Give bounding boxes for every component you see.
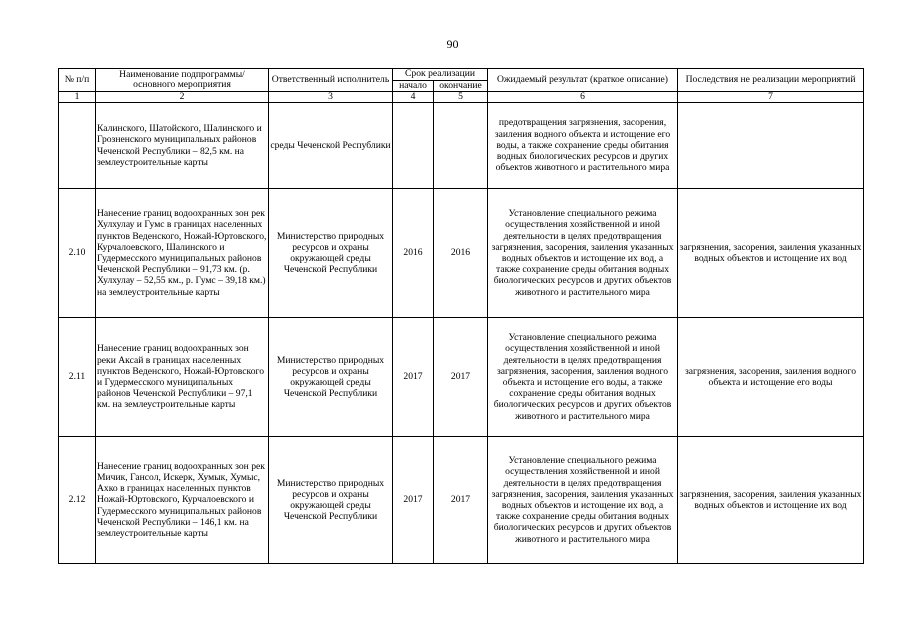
table-row [59,437,864,564]
row-result: Установление специального режима осуществления хозяйственной и иной деятельности в целях предотвращения загрязнения, засорения, заиления указанных водных объектов и истощение их вод, а также сохранение среды обитания водных биологических ресурсов и других объектов животного и растительного мира [488,189,678,318]
row-num: 2.12 [59,437,96,564]
table-header [59,69,864,92]
column-number: 5 [434,92,488,103]
row-end: 2017 [434,437,488,564]
row-consequences: загрязнения, засорения, заиления указанных водных объектов и истощение их вод [678,189,864,318]
row-end: 2016 [434,189,488,318]
row-start: 2017 [393,437,434,564]
table-row [59,103,864,189]
row-consequences: загрязнения, засорения, заиления водного объекта и истощение его воды [678,318,864,437]
row-start [393,103,434,189]
row-responsible: Министерство природных ресурсов и охраны окружающей среды Чеченской Республики [269,318,393,437]
header-responsible: Ответственный исполнитель [269,69,393,92]
row-start: 2016 [393,189,434,318]
header-name: Наименование подпрограммы/ основного мероприятия [96,69,269,92]
row-consequences: загрязнения, засорения, заиления указанных водных объектов и истощение их вод [678,437,864,564]
column-number: 3 [269,92,393,103]
column-number: 1 [59,92,96,103]
table-row [59,318,864,437]
row-result: предотвращения загрязнения, засорения, заиления водного объекта и истощение его воды, а также сохранение среды обитания водных биологических ресурсов и других объектов животного и растительного мира [488,103,678,189]
header-end: окончание [434,80,488,92]
row-name: Калинского, Шатойского, Шалинского и Грозненского муниципальных районов Чеченской Республики – 82,5 км. на землеустроительные карты [96,103,269,189]
header-period: Срок реализации [393,69,488,81]
row-consequences [678,103,864,189]
row-result: Установление специального режима осуществления хозяйственной и иной деятельности в целях предотвращения загрязнения, засорения, заиления водного объекта и истощение его воды, а также сохранение среды обитания водных биологических ресурсов и других объектов животного и растительного мира [488,318,678,437]
row-responsible: среды Чеченской Республики [269,103,393,189]
header-consequences: Последствия не реализации мероприятий [678,69,864,92]
row-num: 2.11 [59,318,96,437]
page-number: 90 [446,37,459,51]
column-number: 6 [488,92,678,103]
row-responsible: Министерство природных ресурсов и охраны окружающей среды Чеченской Республики [269,437,393,564]
column-number: 7 [678,92,864,103]
row-responsible: Министерство природных ресурсов и охраны окружающей среды Чеченской Республики [269,189,393,318]
row-end: 2017 [434,318,488,437]
table-row [59,189,864,318]
row-start: 2017 [393,318,434,437]
row-name: Нанесение границ водоохранных зон рек Хулхулау и Гумс в границах населенных пунктов Веденского, Ножай-Юртовского, Курчалоевского, Шалинского и Гудермесского муниципальных районов Чеченской Республики – 91,73 км. (р. Хулхулау – 52,55 км., р. Гумс – 39,18 км.) на землеустроительные карты [96,189,269,318]
column-number: 4 [393,92,434,103]
program-table [58,68,864,564]
row-end [434,103,488,189]
header-result: Ожидаемый результат (краткое описание) [488,69,678,92]
column-number-row [59,92,864,103]
row-num: 2.10 [59,189,96,318]
column-number: 2 [96,92,269,103]
row-num [59,103,96,189]
header-start: начало [393,80,434,92]
header-num: № п/п [59,69,96,92]
row-name: Нанесение границ водоохранных зон реки Аксай в границах населенных пунктов Веденского, Ножай-Юртовского и Гудермесского муниципальных районов Чеченской Республики – 97,1 км. на землеустроительные карты [96,318,269,437]
row-name: Нанесение границ водоохранных зон рек Мичик, Гансол, Искерк, Хумык, Хумыс, Ахко в границах населенных пунктов Ножай-Юртовского, Курчалоевского и Гудермесского муниципальных районов Чеченской Республики – 146,1 км. на землеустроительные карты [96,437,269,564]
row-result: Установление специального режима осуществления хозяйственной и иной деятельности в целях предотвращения загрязнения, засорения, заиления указанных водных объектов и истощение их вод, а также сохранение среды обитания водных биологических ресурсов и других объектов животного и растительного мира [488,437,678,564]
